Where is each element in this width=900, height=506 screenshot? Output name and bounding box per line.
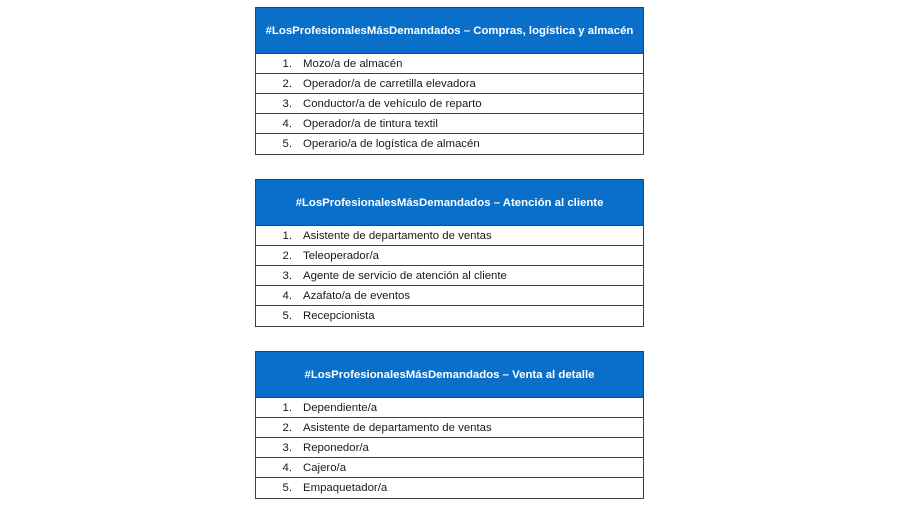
row-text: Agente de servicio de atención al cliente (303, 269, 507, 282)
table-atencion-cliente (255, 179, 644, 327)
row-number: 1. (282, 401, 292, 414)
row-text: Asistente de departamento de ventas (303, 229, 492, 242)
table-rows (256, 226, 643, 326)
row-text: Asistente de departamento de ventas (303, 421, 492, 434)
table-venta-detalle (255, 351, 644, 499)
row-text: Azafato/a de eventos (303, 289, 411, 302)
table-row (256, 94, 643, 114)
table-row (256, 114, 643, 134)
table-row (256, 306, 643, 326)
table-compras-logistica-almacen (255, 7, 644, 155)
table-row (256, 458, 643, 478)
row-text: Recepcionista (303, 310, 375, 322)
table-row (256, 438, 643, 458)
row-text: Operador/a de tintura textil (303, 117, 438, 130)
row-text: Operador/a de carretilla elevadora (303, 77, 476, 90)
row-number: 2. (282, 77, 292, 90)
row-number: 4. (282, 289, 292, 302)
table-row (256, 246, 643, 266)
table-header: #LosProfesionalesMásDemandados – Atención al cliente (256, 180, 643, 226)
row-text: Reponedor/a (303, 441, 369, 454)
row-number: 2. (282, 421, 292, 434)
row-number: 1. (282, 229, 292, 242)
row-number: 4. (282, 461, 292, 474)
row-number: 1. (282, 57, 292, 70)
table-row (256, 418, 643, 438)
row-number: 3. (282, 97, 292, 110)
table-row (256, 74, 643, 94)
row-number: 5. (282, 138, 292, 150)
row-text: Conductor/a de vehículo de reparto (303, 97, 482, 110)
row-number: 3. (282, 269, 292, 282)
row-text: Teleoperador/a (303, 249, 379, 262)
table-row (256, 398, 643, 418)
table-row (256, 286, 643, 306)
row-text: Mozo/a de almacén (303, 57, 403, 70)
table-row (256, 478, 643, 498)
table-row (256, 54, 643, 74)
row-text: Cajero/a (303, 461, 347, 474)
table-row (256, 134, 643, 154)
row-number: 4. (282, 117, 292, 130)
row-number: 2. (282, 249, 292, 262)
row-text: Empaquetador/a (303, 482, 388, 494)
table-rows (256, 54, 643, 154)
row-number: 5. (282, 482, 292, 494)
table-rows (256, 398, 643, 498)
row-number: 3. (282, 441, 292, 454)
row-text: Operario/a de logística de almacén (303, 138, 480, 150)
table-row (256, 266, 643, 286)
table-header: #LosProfesionalesMásDemandados – Compras, logística y almacén (256, 8, 643, 54)
table-header: #LosProfesionalesMásDemandados – Venta al detalle (256, 352, 643, 398)
row-number: 5. (282, 310, 292, 322)
table-row (256, 226, 643, 246)
row-text: Dependiente/a (303, 401, 378, 414)
